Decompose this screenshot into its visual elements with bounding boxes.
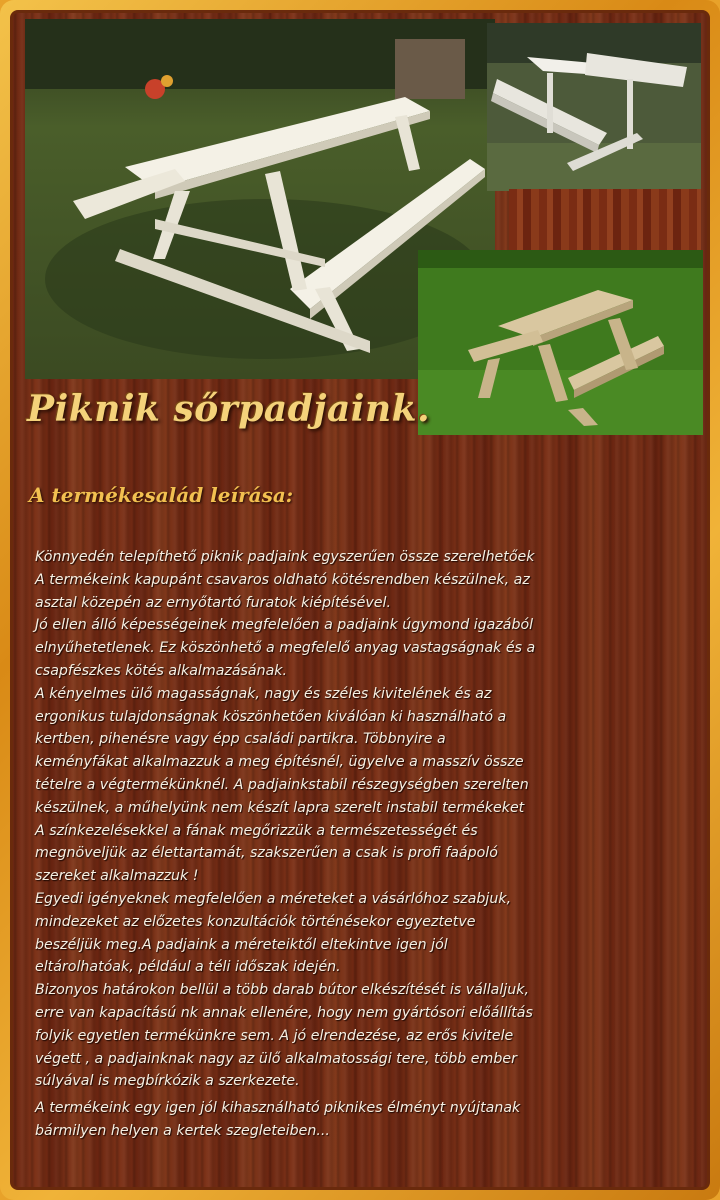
description-line: tételre a végtermékünknél. A padjainkstabil részegységben szerelten	[35, 776, 529, 793]
backrest-table-illustration	[487, 23, 701, 191]
description-line: asztal közepén az ernyőtartó furatok kiépítésével.	[35, 594, 391, 611]
page-title: Piknik sőrpadjaink.	[27, 388, 431, 430]
description-line: folyik egyetlen termékünkre sem. A jó elrendezése, az erős kivitele	[35, 1027, 514, 1044]
description-line: csapfészkes kötés alkalmazásának.	[35, 662, 288, 679]
description-line: A termékeink egy igen jól kihasználható piknikes élményt nyújtanak	[35, 1100, 521, 1117]
description-line: kertben, pihenésre vagy épp családi partikra. Többnyire a	[35, 731, 446, 748]
description-line: bármilyen helyen a kertek szegleteiben...	[35, 1122, 330, 1139]
picnic-table-with-backrest-photo	[487, 23, 701, 191]
description-line: súlyával is megbírkózik a szerkezete.	[35, 1073, 300, 1090]
description-line: keményfákat alkalmazzuk a meg építésnél, ügyelve a masszív össze	[35, 754, 524, 771]
description-line: szereket alkalmazzuk !	[35, 868, 199, 885]
wood-panel	[10, 10, 710, 1190]
natural-table-illustration	[418, 250, 703, 435]
section-heading: A termékesalád leírása:	[29, 483, 294, 507]
description-line: ergonikus tulajdonságnak köszönhetően kiválóan ki használható a	[35, 708, 507, 725]
description-line: Jó ellen álló képességeinek megfelelően a padjaink úgymond igazából	[35, 617, 534, 634]
description-line: erre van kapacítású nk annak ellenére, hogy nem gyártósori előállítás	[35, 1004, 533, 1021]
description-line: mindezeket az előzetes konzultációk történésekor egyeztetve	[35, 913, 476, 930]
wood-texture-strip	[509, 189, 701, 250]
product-description	[35, 546, 695, 1143]
description-line: készülnek, a műhelyünk nem készít lapra szerelt instabil termékeket	[35, 799, 525, 816]
description-line: megnöveljük az élettartamát, szakszerűen a csak is profi faápoló	[35, 845, 498, 862]
description-line: beszéljük meg.A padjaink a méreteiktől eltekintve igen jól	[35, 936, 448, 953]
description-line: eltárolhatóak, például a téli időszak idején.	[35, 959, 341, 976]
description-line: elnyűhetetlenek. Ez köszönhető a megfelelő anyag vastagságnak és a	[35, 640, 536, 657]
description-line: Egyedi igényeknek megfelelően a méreteket a vásárlóhoz szabjuk,	[35, 890, 512, 907]
description-line: A kényelmes ülő magasságnak, nagy és széles kivitelének és az	[35, 685, 492, 702]
natural-wood-picnic-table-photo	[418, 250, 703, 435]
description-line: A színkezelésekkel a fának megőrizzük a természetességét és	[35, 822, 478, 839]
description-line: Könnyedén telepíthető piknik padjaink egyszerűen össze szerelhetőek	[35, 549, 535, 565]
description-line: A termékeink kapupánt csavaros oldható kötésrendben készülnek, az	[35, 571, 530, 588]
description-line: Bizonyos határokon bellül a több darab bútor elkészítését is vállaljuk,	[35, 982, 529, 999]
description-line: végett , a padjainknak nagy az ülő alkalmatossági tere, több ember	[35, 1050, 517, 1067]
